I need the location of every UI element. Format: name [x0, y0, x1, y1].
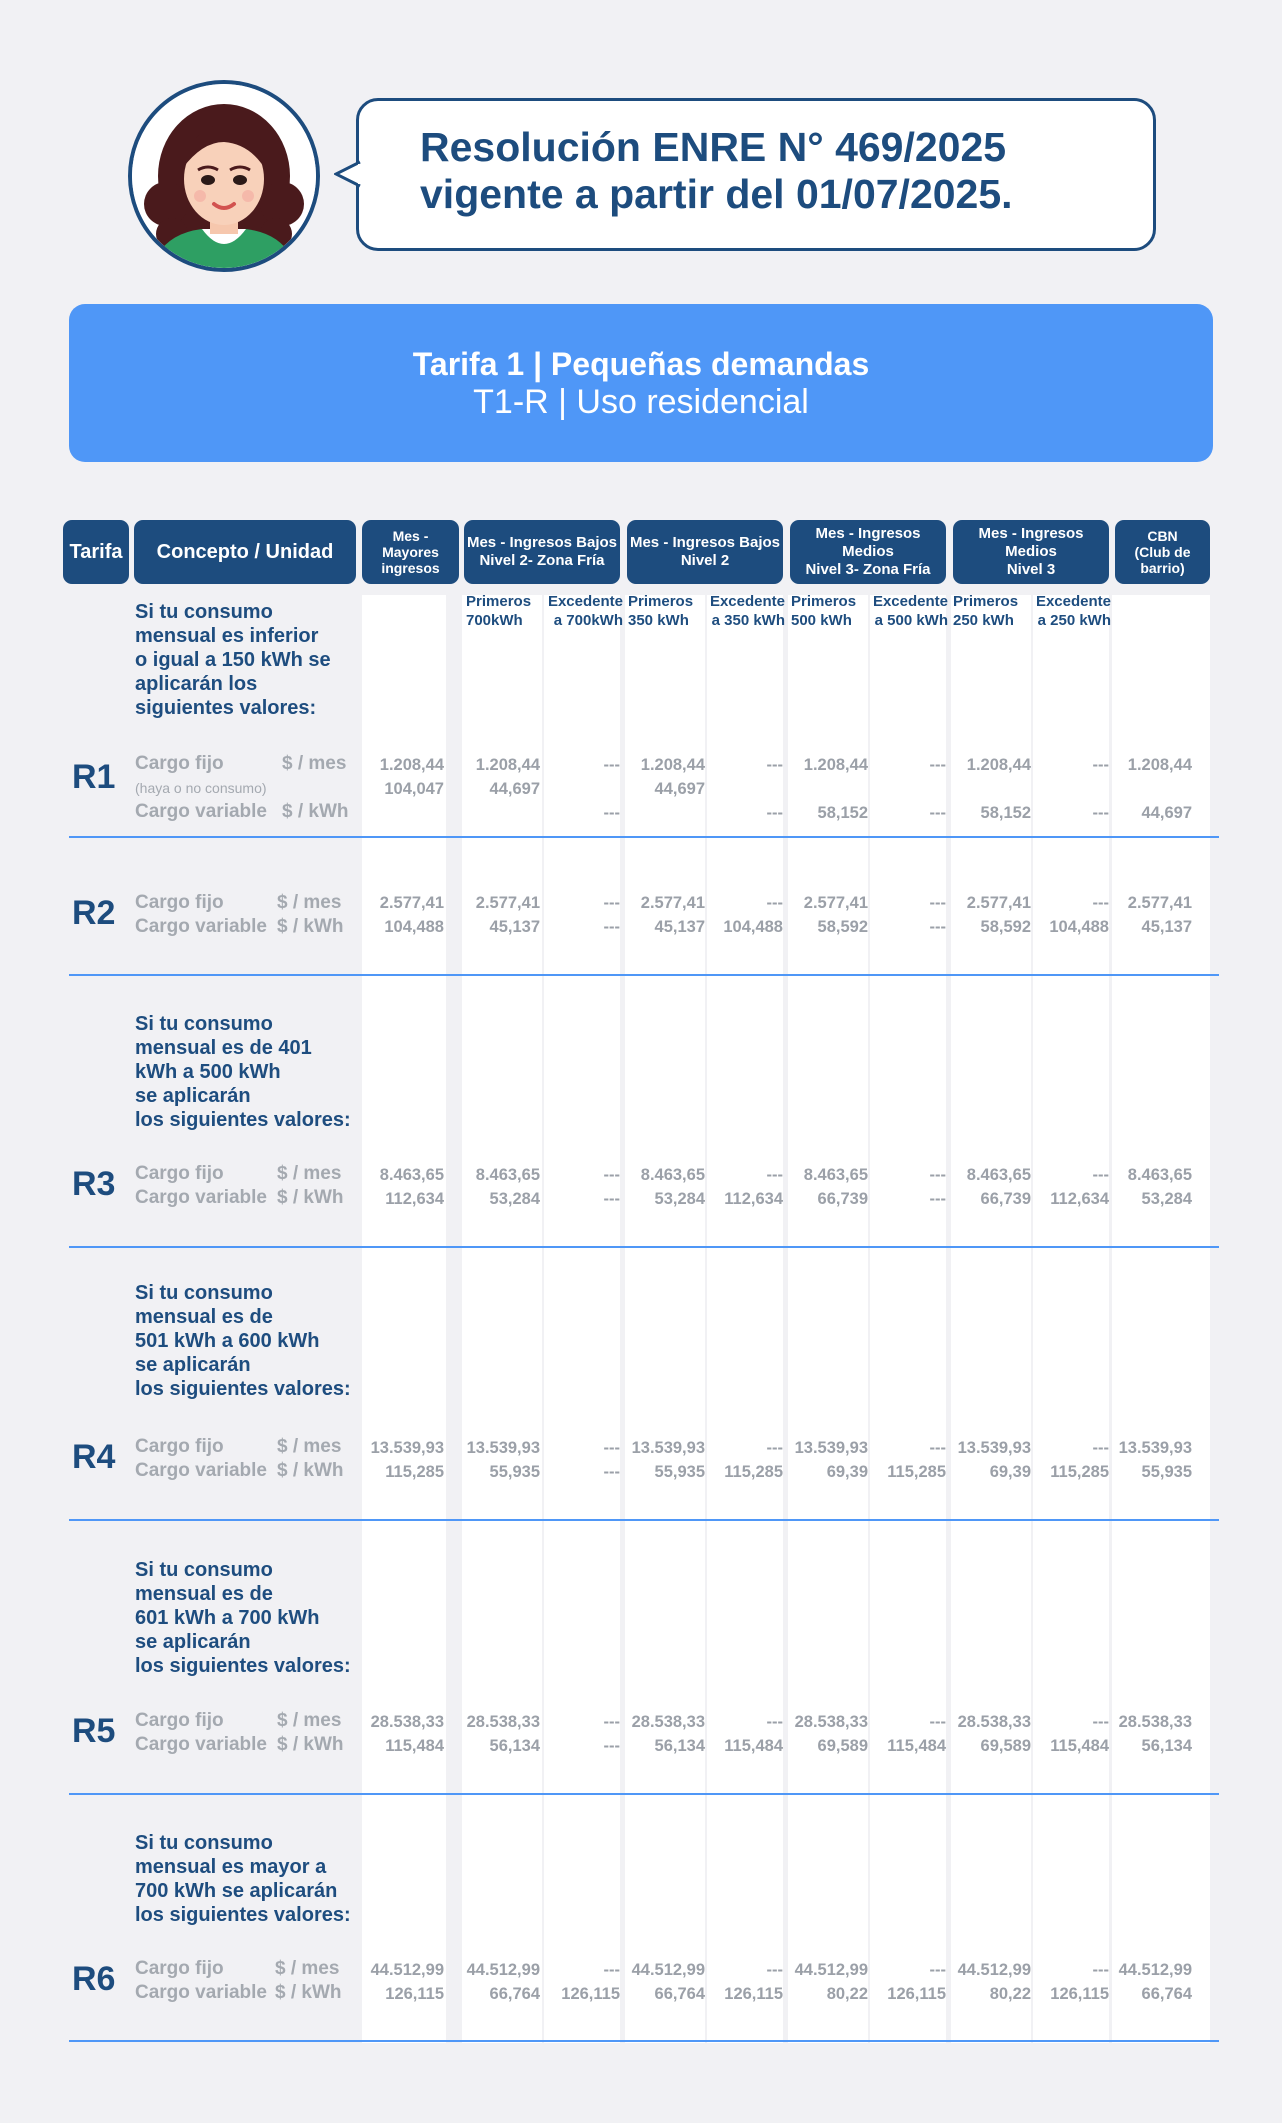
- value-r5-fijo-2: ---: [603, 1713, 620, 1731]
- value-r4-variable-2: ---: [603, 1463, 620, 1481]
- value-r4-variable-9: 55,935: [1141, 1463, 1192, 1481]
- unit-per-kwh: $ / kWh: [277, 1187, 344, 1208]
- subheader-primeros-250: Primeros 250 kWh: [953, 593, 1019, 629]
- value-r1-fijo-8: ---: [1092, 756, 1109, 774]
- value-r4-fijo-7: 13.539,93: [957, 1439, 1031, 1457]
- tariff-code-r3: R3: [72, 1165, 116, 1203]
- value-r1-mid-1: 44,697: [489, 780, 540, 798]
- value-r1-fijo-1: 1.208,44: [475, 756, 540, 774]
- unit-per-month: $ / mes: [277, 1436, 342, 1457]
- value-r3-variable-5: 66,739: [817, 1190, 868, 1208]
- label-cargo-fijo: Cargo fijo: [135, 1710, 224, 1731]
- header-ingresos-medios-n3: Mes - Ingresos Medios Nivel 3: [953, 520, 1109, 584]
- value-r6-variable-1: 66,764: [489, 1985, 540, 2003]
- value-r4-fijo-0: 13.539,93: [370, 1439, 444, 1457]
- value-r1-variable-7: 58,152: [980, 804, 1031, 822]
- value-r1-fijo-2: ---: [603, 756, 620, 774]
- value-r4-variable-3: 55,935: [654, 1463, 705, 1481]
- value-r4-variable-5: 69,39: [826, 1463, 868, 1481]
- value-r5-variable-2: ---: [603, 1737, 620, 1755]
- value-r1-variable-8: ---: [1092, 804, 1109, 822]
- value-r5-variable-6: 115,484: [887, 1737, 946, 1755]
- label-cargo-variable: Cargo variable: [135, 801, 267, 822]
- subheader-primeros-700: Primeros 700kWh: [466, 593, 532, 629]
- unit-per-kwh: $ / kWh: [277, 1460, 344, 1481]
- subheader-primeros-350: Primeros 350 kWh: [628, 593, 694, 629]
- value-r4-variable-0: 115,285: [385, 1463, 444, 1481]
- value-r4-variable-6: 115,285: [887, 1463, 946, 1481]
- resolution-heading: Resolución ENRE N° 469/2025 vigente a partir del 01/07/2025.: [420, 124, 1013, 217]
- label-cargo-variable: Cargo variable: [135, 1734, 267, 1755]
- label-cargo-fijo: Cargo fijo: [135, 1163, 224, 1184]
- value-r5-fijo-5: 28.538,33: [794, 1713, 868, 1731]
- value-r2-variable-2: ---: [603, 918, 620, 936]
- value-r1-variable-6: ---: [929, 804, 946, 822]
- value-r1-variable-2: ---: [603, 804, 620, 822]
- value-r2-fijo-1: 2.577,41: [475, 894, 540, 912]
- value-r4-fijo-5: 13.539,93: [794, 1439, 868, 1457]
- value-r4-fijo-2: ---: [603, 1439, 620, 1457]
- value-r2-variable-0: 104,488: [384, 918, 444, 936]
- value-r2-fijo-3: 2.577,41: [640, 894, 705, 912]
- value-r5-fijo-7: 28.538,33: [957, 1713, 1031, 1731]
- value-r6-fijo-8: ---: [1092, 1961, 1109, 1979]
- value-r5-variable-7: 69,589: [980, 1737, 1031, 1755]
- label-cargo-fijo: Cargo fijo: [135, 1436, 224, 1457]
- value-r2-fijo-8: ---: [1092, 894, 1109, 912]
- value-r6-fijo-7: 44.512,99: [957, 1961, 1031, 1979]
- banner-subtitle: T1-R | Uso residencial: [473, 383, 809, 421]
- header-ingresos-medios-n3-zona-fria: Mes - Ingresos Medios Nivel 3- Zona Fría: [790, 520, 946, 584]
- value-r6-fijo-5: 44.512,99: [794, 1961, 868, 1979]
- value-r2-fijo-5: 2.577,41: [803, 894, 868, 912]
- value-r3-variable-8: 112,634: [1050, 1190, 1109, 1208]
- row-separator: [69, 1246, 1219, 1248]
- row-separator: [69, 2040, 1219, 2042]
- unit-per-kwh: $ / kWh: [277, 1734, 344, 1755]
- value-r6-variable-6: 126,115: [887, 1985, 946, 2003]
- intro-r4: Si tu consumo mensual es de 501 kWh a 600 kWh se aplicarán los siguientes valores:: [135, 1282, 351, 1400]
- value-r1-variable-5: 58,152: [817, 804, 868, 822]
- value-r5-variable-9: 56,134: [1141, 1737, 1192, 1755]
- value-r3-variable-1: 53,284: [489, 1190, 540, 1208]
- value-r6-variable-8: 126,115: [1050, 1985, 1109, 2003]
- value-r2-variable-1: 45,137: [489, 918, 540, 936]
- subheader-excedente-250: Excedente a 250 kWh: [1035, 593, 1111, 629]
- avatar: [128, 80, 320, 272]
- subheader-primeros-500: Primeros 500 kWh: [791, 593, 857, 629]
- unit-per-month: $ / mes: [277, 1710, 342, 1731]
- label-cargo-variable: Cargo variable: [135, 1187, 267, 1208]
- value-r3-fijo-2: ---: [603, 1166, 620, 1184]
- value-r1-fijo-6: ---: [929, 756, 946, 774]
- value-r3-variable-0: 112,634: [385, 1190, 444, 1208]
- note-haya-o-no-consumo: (haya o no consumo): [135, 780, 267, 796]
- value-r2-fijo-4: ---: [766, 894, 783, 912]
- intro-r5: Si tu consumo mensual es de 601 kWh a 700 kWh se aplicarán los siguientes valores:: [135, 1559, 351, 1677]
- value-r2-variable-4: 104,488: [723, 918, 783, 936]
- value-r3-fijo-7: 8.463,65: [966, 1166, 1031, 1184]
- value-r5-variable-3: 56,134: [654, 1737, 705, 1755]
- value-r1-variable-4: ---: [766, 804, 783, 822]
- subheader-excedente-700: Excedente a 700kWh: [547, 593, 623, 629]
- value-r4-variable-7: 69,39: [989, 1463, 1031, 1481]
- value-r6-variable-0: 126,115: [385, 1985, 444, 2003]
- value-r6-fijo-3: 44.512,99: [631, 1961, 705, 1979]
- value-r4-fijo-6: ---: [929, 1439, 946, 1457]
- value-r1-fijo-9: 1.208,44: [1127, 756, 1192, 774]
- header-concepto: Concepto / Unidad: [134, 520, 356, 584]
- unit-per-month: $ / mes: [277, 892, 342, 913]
- header-ingresos-bajos-n2-zona-fria: Mes - Ingresos Bajos Nivel 2- Zona Fría: [464, 520, 620, 584]
- value-r5-fijo-9: 28.538,33: [1118, 1713, 1192, 1731]
- label-cargo-fijo: Cargo fijo: [135, 892, 224, 913]
- value-r1-fijo-0: 1.208,44: [379, 756, 444, 774]
- label-cargo-fijo: Cargo fijo: [135, 753, 224, 774]
- value-r5-variable-0: 115,484: [385, 1737, 444, 1755]
- value-r1-mid-3: 44,697: [654, 780, 705, 798]
- intro-r1: Si tu consumo mensual es inferior o igual a 150 kWh se aplicarán los siguientes valores:: [135, 601, 331, 719]
- value-r3-fijo-9: 8.463,65: [1127, 1166, 1192, 1184]
- header-mes-mayores-ingresos: Mes - Mayores ingresos: [362, 520, 459, 584]
- value-r1-fijo-7: 1.208,44: [966, 756, 1031, 774]
- value-r3-fijo-5: 8.463,65: [803, 1166, 868, 1184]
- header-tarifa: Tarifa: [63, 520, 129, 584]
- intro-r6: Si tu consumo mensual es mayor a 700 kWh se aplicarán los siguientes valores:: [135, 1832, 351, 1926]
- value-r4-variable-8: 115,285: [1050, 1463, 1109, 1481]
- row-separator: [69, 1793, 1219, 1795]
- intro-r3: Si tu consumo mensual es de 401 kWh a 500 kWh se aplicarán los siguientes valores:: [135, 1013, 351, 1131]
- value-r2-variable-7: 58,592: [980, 918, 1031, 936]
- unit-per-kwh: $ / kWh: [277, 916, 344, 937]
- label-cargo-variable: Cargo variable: [135, 916, 267, 937]
- value-r6-fijo-1: 44.512,99: [466, 1961, 540, 1979]
- header-ingresos-bajos-n2: Mes - Ingresos Bajos Nivel 2: [627, 520, 783, 584]
- value-r6-variable-3: 66,764: [654, 1985, 705, 2003]
- value-r2-fijo-7: 2.577,41: [966, 894, 1031, 912]
- value-r4-variable-4: 115,285: [724, 1463, 783, 1481]
- unit-per-month: $ / mes: [275, 1958, 340, 1979]
- value-r1-mid-0: 104,047: [384, 780, 444, 798]
- value-r3-variable-4: 112,634: [724, 1190, 783, 1208]
- value-r6-fijo-2: ---: [603, 1961, 620, 1979]
- value-r3-variable-7: 66,739: [980, 1190, 1031, 1208]
- row-separator: [69, 1519, 1219, 1521]
- value-r4-fijo-1: 13.539,93: [466, 1439, 540, 1457]
- value-r5-variable-8: 115,484: [1050, 1737, 1109, 1755]
- unit-per-kwh: $ / kWh: [282, 801, 349, 822]
- value-r6-variable-7: 80,22: [989, 1985, 1031, 2003]
- subheader-excedente-350: Excedente a 350 kWh: [709, 593, 785, 629]
- value-r4-variable-1: 55,935: [489, 1463, 540, 1481]
- value-r6-variable-9: 66,764: [1141, 1985, 1192, 2003]
- value-r5-variable-4: 115,484: [724, 1737, 783, 1755]
- banner-title: Tarifa 1 | Pequeñas demandas: [412, 346, 870, 382]
- header-cbn: CBN (Club de barrio): [1115, 520, 1210, 584]
- value-r5-fijo-3: 28.538,33: [631, 1713, 705, 1731]
- value-r5-fijo-4: ---: [766, 1713, 783, 1731]
- value-r4-fijo-9: 13.539,93: [1118, 1439, 1192, 1457]
- label-cargo-variable: Cargo variable: [135, 1982, 267, 2003]
- speech-bubble-tail-icon: [334, 160, 362, 188]
- value-r3-variable-6: ---: [929, 1190, 946, 1208]
- value-r1-fijo-3: 1.208,44: [640, 756, 705, 774]
- row-separator: [69, 974, 1219, 976]
- value-r1-fijo-5: 1.208,44: [803, 756, 868, 774]
- value-r4-fijo-8: ---: [1092, 1439, 1109, 1457]
- value-r5-fijo-0: 28.538,33: [370, 1713, 444, 1731]
- value-r5-variable-5: 69,589: [817, 1737, 868, 1755]
- value-r6-variable-4: 126,115: [724, 1985, 783, 2003]
- label-cargo-fijo: Cargo fijo: [135, 1958, 224, 1979]
- value-r1-fijo-4: ---: [766, 756, 783, 774]
- value-r2-variable-9: 45,137: [1141, 918, 1192, 936]
- tariff-code-r5: R5: [72, 1712, 116, 1750]
- value-r6-fijo-9: 44.512,99: [1118, 1961, 1192, 1979]
- value-r2-variable-3: 45,137: [654, 918, 705, 936]
- tariff-code-r1: R1: [72, 758, 116, 796]
- tariff-code-r4: R4: [72, 1438, 116, 1476]
- value-r2-variable-8: 104,488: [1049, 918, 1109, 936]
- unit-per-kwh: $ / kWh: [275, 1982, 342, 2003]
- value-r3-variable-9: 53,284: [1141, 1190, 1192, 1208]
- value-r6-variable-2: 126,115: [561, 1985, 620, 2003]
- value-r3-variable-2: ---: [603, 1190, 620, 1208]
- value-r2-fijo-2: ---: [603, 894, 620, 912]
- woman-illustration-icon: [132, 84, 316, 268]
- label-cargo-variable: Cargo variable: [135, 1460, 267, 1481]
- value-r3-fijo-8: ---: [1092, 1166, 1109, 1184]
- value-r5-variable-1: 56,134: [489, 1737, 540, 1755]
- row-separator: [69, 836, 1219, 838]
- value-r6-variable-5: 80,22: [826, 1985, 868, 2003]
- value-r3-variable-3: 53,284: [654, 1190, 705, 1208]
- value-r4-fijo-4: ---: [766, 1439, 783, 1457]
- value-r3-fijo-4: ---: [766, 1166, 783, 1184]
- value-r2-variable-5: 58,592: [817, 918, 868, 936]
- tariff-code-r2: R2: [72, 894, 116, 932]
- value-r5-fijo-6: ---: [929, 1713, 946, 1731]
- value-r2-fijo-9: 2.577,41: [1127, 894, 1192, 912]
- value-r6-fijo-4: ---: [766, 1961, 783, 1979]
- value-r3-fijo-1: 8.463,65: [475, 1166, 540, 1184]
- value-r3-fijo-6: ---: [929, 1166, 946, 1184]
- value-r5-fijo-8: ---: [1092, 1713, 1109, 1731]
- value-r5-fijo-1: 28.538,33: [466, 1713, 540, 1731]
- value-r3-fijo-3: 8.463,65: [640, 1166, 705, 1184]
- value-r6-fijo-0: 44.512,99: [370, 1961, 444, 1979]
- unit-per-month: $ / mes: [282, 753, 347, 774]
- value-r6-fijo-6: ---: [929, 1961, 946, 1979]
- value-r4-fijo-3: 13.539,93: [631, 1439, 705, 1457]
- subheader-excedente-500: Excedente a 500 kWh: [872, 593, 948, 629]
- value-r2-variable-6: ---: [929, 918, 946, 936]
- value-r2-fijo-6: ---: [929, 894, 946, 912]
- value-r1-variable-9: 44,697: [1141, 804, 1192, 822]
- tariff-code-r6: R6: [72, 1960, 116, 1998]
- value-r3-fijo-0: 8.463,65: [379, 1166, 444, 1184]
- value-r2-fijo-0: 2.577,41: [379, 894, 444, 912]
- unit-per-month: $ / mes: [277, 1163, 342, 1184]
